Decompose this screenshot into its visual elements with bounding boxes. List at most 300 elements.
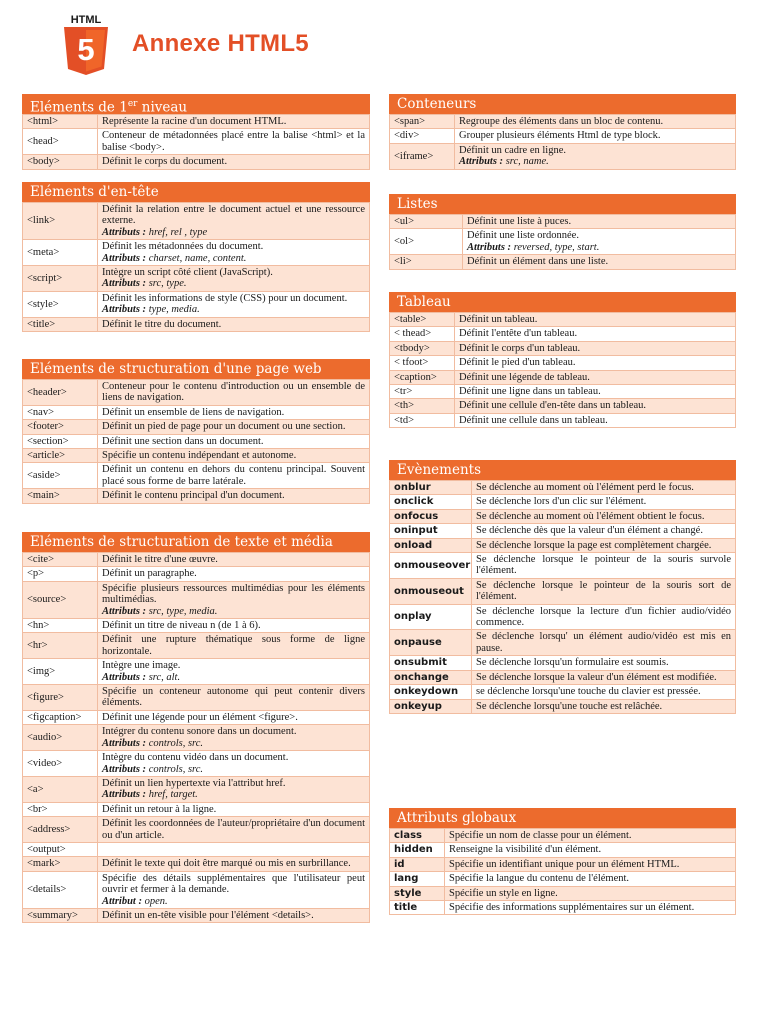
- tag-cell: < thead>: [390, 327, 455, 341]
- table-row: [23, 420, 370, 434]
- tag-cell: onkeyup: [390, 699, 472, 713]
- table-row: [390, 385, 736, 399]
- tag-cell: <div>: [390, 129, 455, 143]
- section-title: Conteneurs: [389, 94, 736, 114]
- tag-cell: onmouseover: [390, 553, 472, 579]
- description-text: Grouper plusieurs éléments Html de type block.: [459, 130, 661, 142]
- attributes-line: [102, 789, 198, 800]
- reference-table: [22, 202, 370, 332]
- reference-table: [389, 828, 736, 915]
- table-row: [390, 578, 736, 604]
- description-cell: [445, 886, 736, 900]
- description-text: Représente la racine d'un document HTML.: [102, 116, 287, 127]
- description-text: Définit un lien hypertexte via l'attribut href.: [102, 777, 286, 789]
- description-text: Spécifie des détails supplémentaires que l'utilisateur peut ouvrir et fermer à la demande.: [102, 872, 365, 896]
- description-text: Regroupe des éléments dans un bloc de contenu.: [459, 116, 664, 127]
- attributes-value: src, alt.: [146, 671, 181, 683]
- description-cell: [98, 567, 370, 581]
- tag-cell: <img>: [23, 659, 98, 685]
- description-cell: [98, 203, 370, 240]
- table-row: [23, 266, 370, 292]
- section-elements-entete: [22, 182, 370, 332]
- table-row: [390, 699, 736, 713]
- description-cell: [472, 509, 736, 523]
- section-listes: [389, 194, 736, 270]
- description-cell: [472, 656, 736, 670]
- description-text: Définit une liste à puces.: [467, 216, 572, 227]
- attributes-value: type, media.: [146, 304, 200, 316]
- description-text: Définit les métadonnées du document.: [102, 241, 264, 253]
- attributes-line: [102, 672, 180, 683]
- tag-cell: <br>: [23, 802, 98, 816]
- section-title: Eléments d'en-tête: [22, 182, 370, 202]
- table-row: [390, 413, 736, 427]
- table-row: [23, 405, 370, 419]
- description-text: Définit un titre de niveau n (de 1 à 6).: [102, 620, 261, 632]
- description-text: Définit le contenu principal d'un document.: [102, 490, 285, 502]
- description-text: Définit un contenu en dehors du contenu principal. Souvent placé sous forme de barre latérale.: [102, 464, 365, 487]
- tag-cell: <iframe>: [390, 143, 455, 169]
- description-cell: [472, 630, 736, 656]
- tag-cell: <video>: [23, 751, 98, 777]
- section-title: Attributs globaux: [389, 808, 736, 828]
- description-cell: [98, 291, 370, 317]
- reference-table: [22, 114, 370, 170]
- description-text: Spécifie la langue du contenu de l'élément.: [449, 873, 630, 885]
- tag-cell: onfocus: [390, 509, 472, 523]
- table-row: [390, 843, 736, 857]
- description-text: Définit un cadre en ligne.: [459, 144, 566, 156]
- tag-cell: onplay: [390, 604, 472, 630]
- description-cell: [98, 908, 370, 922]
- table-row: [390, 829, 736, 843]
- description-text: Se déclenche dès que la valeur d'un élément a changé.: [476, 525, 703, 537]
- section-tableau: [389, 292, 736, 428]
- tag-cell: <source>: [23, 581, 98, 618]
- tag-cell: <li>: [390, 255, 463, 269]
- description-text: Renseigne la visibilité d'un élément.: [449, 844, 602, 856]
- tag-cell: style: [390, 886, 445, 900]
- description-text: Intégrer du contenu sonore dans un document.: [102, 726, 297, 738]
- description-text: Intègre un script côté client (JavaScript).: [102, 267, 273, 279]
- table-row: [390, 857, 736, 871]
- tag-cell: <mark>: [23, 857, 98, 871]
- tag-cell: <main>: [23, 489, 98, 503]
- attributes-label: Attributs :: [102, 252, 147, 264]
- table-row: [23, 380, 370, 406]
- tag-cell: oninput: [390, 524, 472, 538]
- table-row: [23, 203, 370, 240]
- table-row: [23, 725, 370, 751]
- description-text: Se déclenche au moment où l'élément perd le focus.: [476, 482, 694, 493]
- section-evenements: [389, 460, 736, 714]
- attributes-label: Attributs :: [467, 241, 512, 253]
- section-structuration-texte: [22, 532, 370, 923]
- attributes-line: [102, 606, 217, 617]
- tag-cell: <script>: [23, 266, 98, 292]
- description-text: Spécifie un nom de classe pour un élément.: [449, 830, 632, 841]
- description-text: Se déclenche lorsqu' un élément audio/vidéo est mis en pause.: [476, 631, 731, 654]
- table-row: [390, 495, 736, 509]
- tag-cell: <output>: [23, 842, 98, 856]
- table-row: [390, 656, 736, 670]
- description-cell: [98, 155, 370, 169]
- description-cell: [98, 725, 370, 751]
- description-cell: [455, 413, 736, 427]
- description-text: Conteneur pour le contenu d'introduction ou un ensemble de liens de navigation.: [102, 381, 365, 404]
- table-row: [23, 857, 370, 871]
- table-row: [23, 155, 370, 169]
- tag-cell: <link>: [23, 203, 98, 240]
- tag-cell: < tfoot>: [390, 356, 455, 370]
- attributes-label: Attributs :: [102, 278, 147, 290]
- table-row: [23, 776, 370, 802]
- table-row: [23, 115, 370, 129]
- section-title: Eléments de 1er niveau: [22, 94, 370, 114]
- attributes-label: Attributs :: [102, 304, 147, 316]
- description-cell: [463, 255, 736, 269]
- attributes-line: [467, 242, 599, 253]
- description-cell: [98, 802, 370, 816]
- tag-cell: <th>: [390, 399, 455, 413]
- table-row: [390, 370, 736, 384]
- description-cell: [472, 538, 736, 552]
- description-text: Définit le texte qui doit être marqué ou mis en surbrillance.: [102, 858, 351, 870]
- description-cell: [472, 578, 736, 604]
- description-text: Spécifie plusieurs ressources multimédias pour les éléments multimédias.: [102, 582, 365, 606]
- tag-cell: <section>: [23, 434, 98, 448]
- reference-table: [22, 552, 370, 923]
- description-text: Définit le titre d'une œuvre.: [102, 554, 218, 565]
- tag-cell: hidden: [390, 843, 445, 857]
- description-text: Définit un élément dans une liste.: [467, 256, 609, 268]
- tag-cell: <figure>: [23, 685, 98, 711]
- tag-cell: onblur: [390, 481, 472, 495]
- tag-cell: <table>: [390, 313, 455, 327]
- table-row: [390, 604, 736, 630]
- description-text: Définit les coordonnées de l'auteur/propriétaire d'un document ou d'un article.: [102, 818, 365, 841]
- description-cell: [98, 619, 370, 633]
- description-cell: [98, 776, 370, 802]
- tag-cell: onkeydown: [390, 685, 472, 699]
- attributes-label: Attributs :: [459, 156, 504, 168]
- description-text: Se déclenche lorsqu'une touche est relâchée.: [476, 700, 663, 712]
- table-row: [23, 633, 370, 659]
- tag-cell: <td>: [390, 413, 455, 427]
- description-cell: [455, 327, 736, 341]
- table-row: [390, 630, 736, 656]
- table-row: [23, 619, 370, 633]
- tag-cell: onchange: [390, 670, 472, 684]
- reference-table: [389, 312, 736, 428]
- description-text: Conteneur de métadonnées placé entre la balise <html> et la balise <body>.: [102, 130, 365, 153]
- tag-cell: <hn>: [23, 619, 98, 633]
- tag-cell: <aside>: [23, 463, 98, 489]
- description-text: Définit une section dans un document.: [102, 435, 264, 447]
- description-text: se déclenche lorsqu'une touche du clavier est pressée.: [476, 686, 701, 698]
- description-text: Spécifie un conteneur autonome qui peut contenir divers éléments.: [102, 686, 365, 709]
- table-row: [23, 802, 370, 816]
- logo-number: 5: [77, 32, 95, 67]
- description-text: Définit le corps du document.: [102, 156, 228, 168]
- table-row: [390, 538, 736, 552]
- description-text: Définit le corps d'un tableau.: [459, 342, 581, 354]
- tag-cell: <caption>: [390, 370, 455, 384]
- attributes-line: [102, 896, 168, 907]
- tag-cell: <p>: [23, 567, 98, 581]
- tag-cell: <summary>: [23, 908, 98, 922]
- description-cell: [98, 434, 370, 448]
- description-text: Définit un pied de page pour un document ou une section.: [102, 421, 346, 433]
- table-row: [23, 240, 370, 266]
- description-cell: [455, 385, 736, 399]
- description-cell: [98, 817, 370, 843]
- tag-cell: <footer>: [23, 420, 98, 434]
- tag-cell: <article>: [23, 449, 98, 463]
- description-cell: [445, 843, 736, 857]
- description-cell: [455, 341, 736, 355]
- section-structuration-page: [22, 359, 370, 504]
- description-text: Se déclenche lors d'un clic sur l'élément.: [476, 496, 647, 508]
- description-text: Spécifie un style en ligne.: [449, 887, 558, 899]
- table-row: [390, 553, 736, 579]
- table-row: [23, 842, 370, 856]
- table-row: [390, 872, 736, 886]
- tag-cell: <ol>: [390, 229, 463, 255]
- tag-cell: <head>: [23, 129, 98, 155]
- description-text: Spécifie un contenu indépendant et autonome.: [102, 450, 297, 462]
- tag-cell: <header>: [23, 380, 98, 406]
- attributes-value: controls, src.: [146, 763, 204, 775]
- reference-table: [22, 379, 370, 504]
- table-row: [390, 143, 736, 169]
- table-row: [23, 581, 370, 618]
- description-cell: [455, 143, 736, 169]
- tag-cell: <body>: [23, 155, 98, 169]
- description-text: Définit une liste ordonnée.: [467, 230, 579, 242]
- description-text: Se déclenche lorsque la page est complètement chargée.: [476, 539, 712, 551]
- tag-cell: <hr>: [23, 633, 98, 659]
- description-text: Définit un paragraphe.: [102, 568, 197, 580]
- attributes-label: Attributs :: [102, 737, 147, 749]
- description-cell: [98, 581, 370, 618]
- table-row: [390, 356, 736, 370]
- table-row: [23, 710, 370, 724]
- description-cell: [445, 872, 736, 886]
- page-title: Annexe HTML5: [132, 30, 309, 57]
- description-text: Se déclenche lorsque le pointeur de la souris sort de l'élément.: [476, 579, 731, 603]
- description-cell: [98, 751, 370, 777]
- tag-cell: <title>: [23, 317, 98, 331]
- table-row: [390, 509, 736, 523]
- logo-text: HTML: [70, 14, 102, 26]
- tag-cell: <a>: [23, 776, 98, 802]
- table-row: [390, 115, 736, 129]
- attributes-label: Attributs :: [102, 671, 147, 683]
- description-text: Définit un retour à la ligne.: [102, 803, 217, 815]
- table-row: [390, 901, 736, 915]
- description-text: Définit une cellule dans un tableau.: [459, 414, 608, 426]
- description-text: Spécifie un identifiant unique pour un élément HTML.: [449, 858, 680, 870]
- section-title: Tableau: [389, 292, 736, 312]
- tag-cell: lang: [390, 872, 445, 886]
- description-text: Se déclenche lorsqu'un formulaire est soumis.: [476, 657, 669, 669]
- attributes-line: [102, 304, 200, 315]
- tag-cell: <figcaption>: [23, 710, 98, 724]
- description-text: Définit l'entête d'un tableau.: [459, 328, 578, 340]
- reference-table: [389, 480, 736, 714]
- tag-cell: <tbody>: [390, 341, 455, 355]
- table-row: [390, 313, 736, 327]
- attributes-label: Attribut :: [102, 895, 142, 907]
- table-row: [23, 567, 370, 581]
- reference-table: [389, 114, 736, 170]
- description-cell: [455, 399, 736, 413]
- table-row: [23, 317, 370, 331]
- description-cell: [472, 604, 736, 630]
- description-text: Définit un en-tête visible pour l'élément <details>.: [102, 909, 314, 921]
- description-text: Définit une rupture thématique sous forme de ligne horizontale.: [102, 634, 365, 657]
- section-title: Evènements: [389, 460, 736, 480]
- section-title: Eléments de structuration d'une page web: [22, 359, 370, 379]
- attributes-line: [102, 227, 207, 238]
- tag-cell: title: [390, 901, 445, 915]
- description-cell: [98, 240, 370, 266]
- description-text: Définit une légende pour un élément <figure>.: [102, 711, 298, 723]
- description-cell: [98, 553, 370, 567]
- attributes-line: [102, 278, 187, 289]
- description-cell: [472, 481, 736, 495]
- description-cell: [98, 380, 370, 406]
- description-cell: [472, 685, 736, 699]
- table-row: [23, 291, 370, 317]
- description-cell: [472, 699, 736, 713]
- table-row: [390, 229, 736, 255]
- table-row: [23, 434, 370, 448]
- description-text: Définit un tableau.: [459, 314, 538, 325]
- description-cell: [455, 356, 736, 370]
- attributes-line: [102, 253, 246, 264]
- table-row: [23, 449, 370, 463]
- description-cell: [472, 495, 736, 509]
- tag-cell: <span>: [390, 115, 455, 129]
- description-cell: [98, 871, 370, 908]
- description-cell: [98, 405, 370, 419]
- description-cell: [98, 115, 370, 129]
- description-cell: [455, 313, 736, 327]
- attributes-label: Attributs :: [102, 789, 147, 801]
- table-row: [390, 327, 736, 341]
- description-cell: [455, 129, 736, 143]
- table-row: [390, 481, 736, 495]
- description-text: Se déclenche lorsque la lecture d'un fichier audio/vidéo commence.: [476, 605, 731, 629]
- description-cell: [98, 489, 370, 503]
- table-row: [23, 908, 370, 922]
- tag-cell: onsubmit: [390, 656, 472, 670]
- description-cell: [98, 842, 370, 856]
- section-conteneurs: [389, 94, 736, 170]
- attributes-line: [102, 764, 203, 775]
- attributes-line: [459, 156, 549, 167]
- description-cell: [463, 229, 736, 255]
- description-cell: [98, 857, 370, 871]
- table-row: [390, 255, 736, 269]
- table-row: [390, 341, 736, 355]
- description-text: Se déclenche au moment où l'élément obtient le focus.: [476, 510, 705, 522]
- attributes-value: src, name.: [503, 156, 549, 168]
- description-text: Définit une légende de tableau.: [459, 371, 590, 383]
- description-cell: [98, 633, 370, 659]
- attributes-value: charset, name, content.: [146, 252, 247, 264]
- table-row: [390, 129, 736, 143]
- tag-cell: <style>: [23, 291, 98, 317]
- description-cell: [98, 317, 370, 331]
- tag-cell: onload: [390, 538, 472, 552]
- table-row: [23, 659, 370, 685]
- attributes-line: [102, 738, 203, 749]
- description-text: Intègre une image.: [102, 660, 181, 672]
- table-row: [390, 685, 736, 699]
- attributes-value: reversed, type, start.: [511, 241, 600, 253]
- description-text: Définit la relation entre le document actuel et une ressource externe.: [102, 204, 365, 227]
- tag-cell: class: [390, 829, 445, 843]
- tag-cell: <html>: [23, 115, 98, 129]
- table-row: [23, 489, 370, 503]
- tag-cell: <address>: [23, 817, 98, 843]
- description-cell: [455, 370, 736, 384]
- tag-cell: <nav>: [23, 405, 98, 419]
- table-row: [23, 817, 370, 843]
- table-row: [23, 553, 370, 567]
- tag-cell: <audio>: [23, 725, 98, 751]
- description-text: Définit le pied d'un tableau.: [459, 357, 576, 369]
- description-cell: [472, 670, 736, 684]
- attributes-value: controls, src.: [146, 737, 204, 749]
- description-cell: [445, 857, 736, 871]
- description-text: Définit une ligne dans un tableau.: [459, 386, 601, 398]
- tag-cell: <ul>: [390, 215, 463, 229]
- attributes-label: Attributs :: [102, 226, 147, 238]
- description-cell: [463, 215, 736, 229]
- description-text: Définit une cellule d'en-tête dans un tableau.: [459, 400, 647, 412]
- reference-table: [389, 214, 736, 270]
- description-text: Intègre du contenu vidéo dans un document.: [102, 752, 289, 764]
- description-text: Se déclenche lorsque le pointeur de la souris survole l'élément.: [476, 554, 731, 577]
- tag-cell: <details>: [23, 871, 98, 908]
- section-attributs-globaux: [389, 808, 736, 915]
- description-text: Définit les informations de style (CSS) pour un document.: [102, 292, 348, 304]
- description-cell: [445, 901, 736, 915]
- description-cell: [472, 524, 736, 538]
- table-row: [23, 871, 370, 908]
- attributes-value: href, rel , type: [146, 226, 208, 238]
- table-row: [390, 215, 736, 229]
- table-row: [390, 886, 736, 900]
- table-row: [390, 524, 736, 538]
- description-cell: [98, 266, 370, 292]
- description-cell: [98, 420, 370, 434]
- tag-cell: <tr>: [390, 385, 455, 399]
- description-cell: [455, 115, 736, 129]
- description-text: Spécifie des informations supplémentaires sur un élément.: [449, 902, 695, 914]
- attributes-label: Attributs :: [102, 763, 147, 775]
- attributes-value: src, type, media.: [146, 605, 218, 617]
- table-row: [23, 751, 370, 777]
- section-title: Listes: [389, 194, 736, 214]
- section-title: Eléments de structuration de texte et média: [22, 532, 370, 552]
- tag-cell: onclick: [390, 495, 472, 509]
- table-row: [390, 399, 736, 413]
